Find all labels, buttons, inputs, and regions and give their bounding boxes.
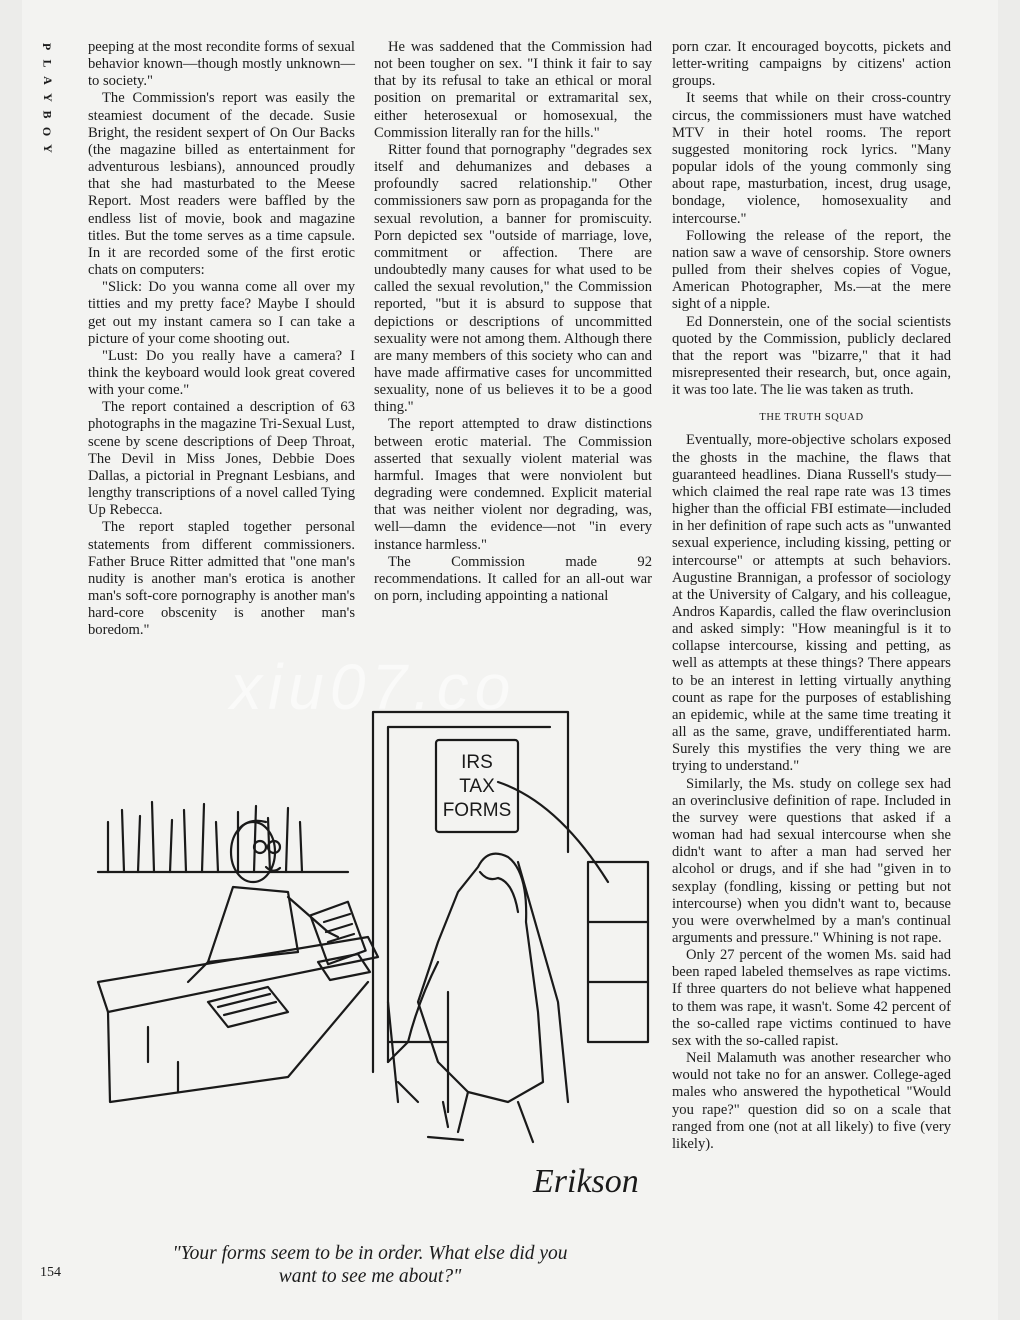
paragraph: Eventually, more-objective scholars exposed the ghosts in the machine, the flaws that guaranteed headlines. Diana Russell's study—which claimed the real rape rate was 13 times higher than the official FBI estimate—included in her definition of rape such acts as "unwanted sexual experience, including kissing, petting or intercourse" or attempts at such behaviors. Augustine Brannigan, a professor of sociology at the University of Calgary, and his colleague, Andros Kapardis, called the flaw overinclusion and asked simply: "How meaningful is it to collapse intercourse, kissing and petting, as well as attempts at these things? There appears to be an interest in letting virtually anything count as rape for the purposes of establishing an epidemic, while at the same time treating it all as the same, grave, undifferentiated harm. Surely this mystifies the very thing we are trying to understand." (672, 432, 951, 775)
cartoon-illustration (88, 682, 654, 1222)
paragraph: The report stapled together personal statements from different commissioners. Father Bruce Ritter admitted that "one man's nudity is another man's erotica is another man's soft-core pornography is another man's hard-core obscenity is another man's boredom." (88, 519, 355, 639)
masthead-letter: Y (40, 93, 55, 102)
paragraph: porn czar. It encouraged boycotts, pickets and letter-writing campaigns by citizens' action groups. (672, 39, 951, 90)
watermark: xiu07.co (230, 651, 517, 723)
paragraph: peeping at the most recondite forms of sexual behavior known—though mostly unknown—to society." (88, 39, 355, 90)
paragraph: Ritter found that pornography "degrades sex itself and dehumanizes and debases a profoundly sacred relationship." Other commissioners saw porn as propaganda for the sexual revolution, a banner for promiscuity. Porn depicted sex "outside of marriage, love, commitment or affection. There are undoubtedly many causes for what used to be called the sexual revolution," the Commission reported, "but it is absurd to suppose that depictions or descriptions of uncommitted sexuality were not among them. Although there are many members of this society who can and have made affirmative cases for uncommitted sexuality, none of us believes it to be a good thing." (374, 141, 652, 416)
cartoon-caption (110, 1242, 630, 1288)
masthead-letter: B (40, 110, 55, 119)
article-column-1 (88, 39, 355, 639)
masthead-letter: P (40, 42, 55, 51)
grim-reaper-figure (388, 782, 608, 1142)
paragraph: Neil Malamuth was another researcher who would not take no for an answer. College-aged males who answered the hypothetical "Would you rape?" question did so on a scale that ranged from one (not at all likely) to five (very likely). (672, 1050, 951, 1152)
masthead-letter: A (40, 76, 55, 85)
paragraph: The Commission's report was easily the steamiest document of the decade. Susie Bright, the resident sexpert of On Our Backs (the magazine billed as entertainment for adventurous lesbians), announced proudly that she had masturbated to the Meese Report. Most readers were baffled by the endless list of movie, book and magazine titles. But the tome serves as a time capsule. In it are recorded some of the first erotic chats on computers: (88, 90, 355, 279)
paragraph: Ed Donnerstein, one of the social scientists quoted by the Commission, publicly declared that the report was "bizarre," that it had misrepresented their research, but, once again, it was too late. The lie was taken as truth. (672, 313, 951, 399)
filing-cabinet-icon (588, 862, 648, 1042)
paper-stack-icon (208, 954, 370, 1027)
paragraph: He was saddened that the Commission had not been tougher on sex. "I think it fair to say that by its refusal to take an ethical or moral position on premarital or extramarital sex, either heterosexual or homosexual, the Commission literally ran for the hills." (374, 39, 652, 141)
masthead-letter: Y (40, 144, 55, 153)
paragraph: The report contained a description of 63 photographs in the magazine Tri-Sexual Lust, scene by scene descriptions of Deep Throat, The Devil in Miss Jones, Debbie Does Dallas, a pictorial in Pregnant Lesbians, and lengthy transcriptions of a novel called Tying Up Rebecca. (88, 399, 355, 519)
paragraph: The report attempted to draw distinctions between erotic material. The Commission asserted that sexually violent material was harmful. Images that were nonviolent but degrading were condemned. Explicit material that was neither violent nor degrading, was, well—damn the evidence—not "in every instance harmless." (374, 416, 652, 553)
sign-line: TAX (459, 776, 495, 797)
article-column-3 (672, 39, 951, 1153)
sign-line: FORMS (442, 800, 512, 821)
paragraph: The Commission made 92 recommendations. It called for an all-out war on porn, including appointing a national (374, 553, 652, 604)
masthead-playboy (34, 38, 60, 157)
paragraph: "Slick: Do you wanna come all over my titties and my pretty face? Maybe I should get out my instant camera so I can take a picture of your come shooting out. (88, 279, 355, 347)
paragraph: Similarly, the Ms. study on college sex had an overinclusive definition of rape. Included in the survey were questions that asked if a woman had had sexual intercourse when she didn't want to after a man had served her alcohol or drugs, and if she had "given in to sexplay (fondling, kissing or petting but not intercourse) when you didn't want to, because you were overwhelmed by a man's continual arguments and pressure." Whining is not rape. (672, 775, 951, 946)
paragraph: "Lust: Do you really have a camera? I think the keyboard would look great covered with your come." (88, 347, 355, 399)
article-column-2 (374, 39, 652, 605)
caption-line: "Your forms seem to be in order. What else did you (172, 1243, 568, 1264)
sign-line: IRS (461, 752, 493, 773)
caption-line: want to see me about?" (278, 1266, 462, 1287)
paragraph: Following the release of the report, the nation saw a wave of censorship. Store owners pulled from their shelves copies of Vogue, American Photographer, Ms.—at the mere sight of a nipple. (672, 227, 951, 313)
section-subhead: THE TRUTH SQUAD (759, 412, 864, 424)
masthead-letter: O (40, 126, 55, 137)
masthead-letter: L (40, 59, 55, 68)
page-number: 154 (40, 1265, 61, 1280)
paragraph: Only 27 percent of the women Ms. said had been raped labeled themselves as rape victims. If three quarters do not believe what happened to them was rape, it wasn't. Some 42 percent of the so-called rape victims continued to have sex with the so-called rapist. (672, 947, 951, 1049)
artist-signature: Erikson (533, 1163, 639, 1200)
bookshelf-icon (98, 802, 348, 872)
paragraph: It seems that while on their cross-country circus, the commissioners must have watched MTV in their hotel rooms. The report suggested monitoring rock lyrics. "Many popular idols of the young commonly sing about rape, masturbation, incest, drug usage, bondage, violence, homosexuality and intercourse." (672, 90, 951, 227)
